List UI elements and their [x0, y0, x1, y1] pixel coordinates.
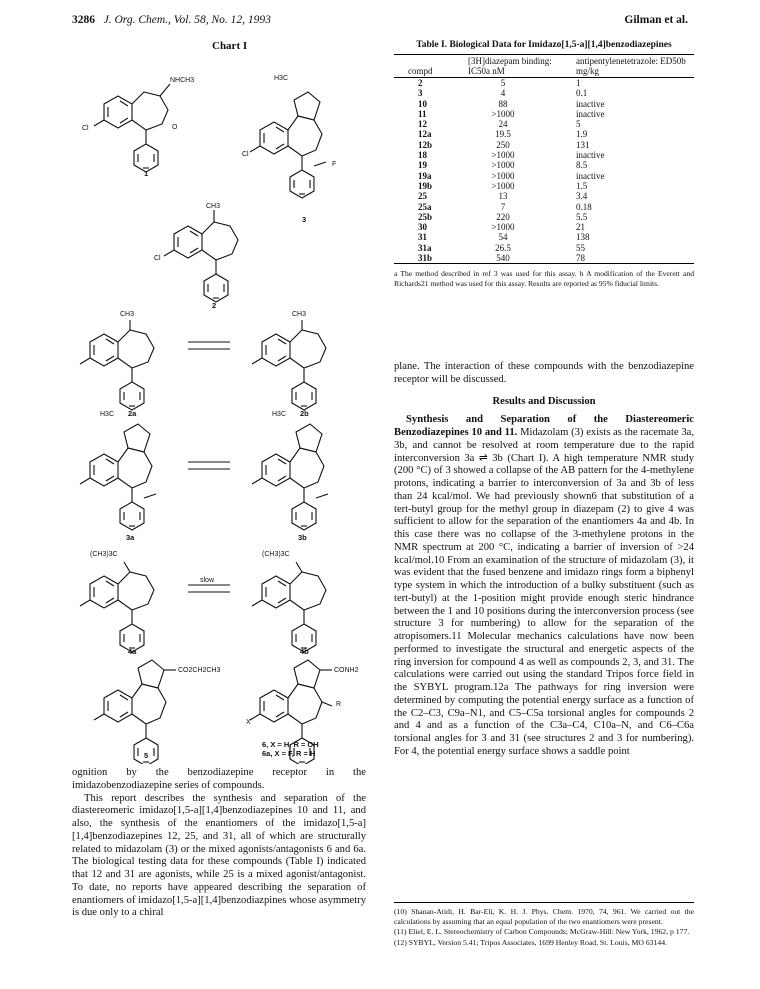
label-compound-1: 1	[144, 169, 149, 178]
chart-title: Chart I	[212, 40, 248, 52]
structure-3	[250, 92, 326, 198]
cell-compd: 31b	[394, 253, 466, 264]
svg-text:NHCH3: NHCH3	[170, 77, 195, 84]
label-compound-3b: 3b	[298, 533, 307, 542]
label-compound-6: 6, X = H, R = OH	[262, 740, 319, 749]
label-compound-5: 5	[144, 751, 149, 760]
svg-text:H3C: H3C	[100, 411, 115, 418]
svg-text:CH3: CH3	[292, 311, 307, 318]
cell-compd: 3	[418, 88, 423, 99]
label-compound-2: 2	[212, 301, 217, 310]
chemical-structures-figure	[78, 52, 378, 764]
cell-binding: >1000	[491, 170, 515, 181]
cell-compd: 11	[418, 108, 427, 119]
running-header-authors: Gilman et al.	[624, 14, 688, 26]
structure-2b	[252, 320, 326, 410]
slow-label: slow	[200, 577, 215, 584]
label-compound-3a: 3a	[126, 533, 135, 542]
label-compound-3: 3	[302, 215, 307, 224]
table-row	[394, 181, 694, 191]
table-row	[394, 88, 694, 98]
svg-text:O: O	[172, 124, 178, 131]
svg-text:(CH3)3C: (CH3)3C	[90, 551, 118, 558]
header-binding: [3H]diazepam binding: IC50a nM	[466, 55, 574, 78]
table-row	[394, 99, 694, 109]
table-row	[394, 222, 694, 232]
paragraph: This report describes the synthesis and separation of the diastereomeric imidazo[1,5-a][1,4]benzodiazepines 10 and 11, and also, the synthesis of the enantiomers of the imidazo[1,5-a][1,4]benzodiazepines 12, 25, and 31, all of which are structurally related to midazolam (3) or the mixed agonists/antagonists 6 and 6a. The biological testing data for these compounds (Table I) indicated that 12 and 31 are agonists, while 25 is a mixed agonist/antagonist. To date, no reports have appeared describing the separation of enantiomers of imidazo[1,5-a][1,4]benzodiazpines whose asymmetry is due only to a chiral	[72, 792, 366, 919]
cell-binding: 4	[500, 88, 506, 99]
footnote-12: (12) SYBYL, Version 5.41; Tripos Associates, 1699 Henley Road, St. Louis, MO 63144.	[394, 937, 667, 947]
cell-ed50: inactive	[576, 108, 605, 119]
structure-4a	[80, 562, 154, 652]
cell-ed50: inactive	[576, 150, 605, 161]
cell-ed50: inactive	[576, 98, 605, 109]
cell-compd: 10	[418, 98, 427, 109]
cell-ed50: 8.5	[576, 160, 588, 171]
cell-compd: 19	[418, 160, 427, 171]
table-row	[394, 129, 694, 139]
svg-text:H3C: H3C	[274, 75, 289, 82]
run-in-heading: Synthesis and Separation of the Diastereomeric Benzodiazepines 10 and 11.	[394, 414, 694, 438]
structure-3a	[80, 424, 156, 530]
svg-text:CO2CH2CH3: CO2CH2CH3	[178, 667, 221, 674]
table-row	[394, 212, 694, 222]
cell-ed50: 138	[576, 232, 590, 243]
cell-binding: 540	[466, 253, 574, 264]
svg-text:CH3: CH3	[206, 203, 221, 210]
svg-text:H3C: H3C	[272, 411, 287, 418]
cell-binding: 19.5	[495, 129, 511, 140]
table-row	[394, 171, 694, 181]
svg-text:Cl: Cl	[154, 255, 161, 262]
footnote-10: (10) Shanan-Atidi, H. Bar-Eli, K. H. J. Phys. Chem. 1970, 74, 961. We carried out the calculations by assuming that an equal population of the two enantiomers were present.	[394, 907, 694, 926]
cell-compd: 30	[418, 222, 427, 233]
label-compound-4b: 4b	[300, 647, 309, 656]
cell-compd: 31	[418, 232, 427, 243]
cell-compd: 2	[418, 78, 423, 88]
structure-5	[94, 660, 176, 764]
cell-binding: 13	[498, 191, 508, 202]
section-heading: Results and Discussion	[492, 395, 596, 407]
svg-text:CH3: CH3	[120, 311, 135, 318]
structure-3b	[252, 424, 328, 530]
label-compound-4a: 4a	[128, 647, 137, 656]
table-row	[394, 150, 694, 160]
svg-text:Cl: Cl	[82, 125, 89, 132]
cell-compd: 31a	[418, 242, 432, 253]
label-compound-2b: 2b	[300, 409, 309, 418]
cell-binding: 54	[498, 232, 508, 243]
svg-text:R: R	[336, 701, 342, 708]
cell-ed50: 78	[574, 253, 694, 264]
table-footnote: a The method described in ref 3 was used for this assay. b A modification of the Everett and Richards21 method was used for this assay. Results are reported as 95% fiducial limits.	[394, 269, 694, 288]
cell-compd: 19a	[418, 170, 432, 181]
paragraph: ognition by the benzodiazepine receptor in the imidazobenzodiazepine series of compounds.	[72, 767, 366, 791]
svg-text:Cl: Cl	[242, 151, 249, 158]
header-compd: compd	[394, 55, 466, 78]
footnotes	[394, 902, 694, 948]
table-1	[394, 40, 694, 288]
svg-text:(CH3)3C: (CH3)3C	[262, 551, 290, 558]
table-row	[394, 160, 694, 170]
paragraph: Synthesis and Separation of the Diastereomeric Benzodiazepines 10 and 11. Midazolam (3) exists as the racemate 3a, 3b, and cannot be resolved at room temperature due to the rapid interconversion 3a ⇌ 3b (Chart I). A high temperature NMR study (200 °C) of 3 showed a collapse of the AB pattern for the 4-methylene protons, indicating a barrier to interconversion of 3a and 3b of less than 24 kcal/mol. We had previously shown6 that substitution of a tert-butyl group for the methyl group in diazepam (2) to give 4 was sufficient to allow for the separation of the enantiomers 4a and 4b. In this case there was no collapse of the 3-methylene protons in the NMR spectrum at 200 °C, indicating a barrier of inversion of >24 kcal/mol.10 From an examination of the structure of midazolam (3), it was evident that the fused benzene and imidazo rings form a biphenyl type system in which the introduction of a bulky substituent (such as tert-butyl) at the 1-position might provide enough steric hindrance between the 1 and 10 positions during the interconversion process (see structure 3 for numbering) to allow for the separation of the atropisomers.11 Molecular mechanics calculations have now been performed to investigate the structural and energetic aspects of the ring inversion for compound 4 as well as compounds 2, 3, and 31. The calculations were carried out using the standard Tripos force field in the SYBYL program.12a The pathways for ring inversion were determined by computing the potential energy surface as a function of the C2–C3, C9a–N1, and C5–C5a torsional angles for compounds 2 and 4 and as a function of the C3a–C4, C10a–N, and C6–C6a torsional angles for 3 and 31 (see structures 2 and 3 for numbering). For 4, the potential energy surface shows a saddle point	[394, 414, 694, 757]
cell-ed50: 3.4	[576, 191, 588, 202]
cell-ed50: 5	[576, 119, 581, 130]
cell-ed50: 1	[576, 78, 581, 88]
table-row	[394, 202, 694, 212]
biological-data-table	[394, 54, 694, 264]
cell-binding: >1000	[491, 160, 515, 171]
cell-binding: >1000	[491, 222, 515, 233]
table-row	[394, 191, 694, 201]
cell-compd: 12a	[418, 129, 432, 140]
structure-1	[94, 84, 170, 172]
structure-2a	[80, 320, 154, 410]
footnote-11: (11) Eliel, E. L. Stereochemistry of Carbon Compounds; McGraw-Hill: New York, 1962, p 177.	[394, 927, 690, 936]
cell-binding: 24	[498, 119, 508, 130]
page-number: 3286	[72, 14, 95, 26]
table-row	[394, 232, 694, 242]
table-row	[394, 243, 694, 253]
cell-compd: 12b	[418, 139, 433, 150]
label-compound-6a: 6a, X = F, R = H	[262, 749, 316, 758]
paragraph: plane. The interaction of these compounds with the benzodiazepine receptor will be discussed.	[394, 361, 694, 385]
structure-2	[164, 210, 238, 302]
cell-ed50: 21	[576, 222, 585, 233]
cell-binding: 250	[496, 139, 510, 150]
table-row	[394, 253, 694, 264]
cell-binding: 88	[498, 98, 508, 109]
right-text-column	[394, 361, 694, 759]
table-row	[394, 119, 694, 129]
label-compound-2a: 2a	[128, 409, 137, 418]
table-row	[394, 140, 694, 150]
cell-ed50: 5.5	[576, 211, 588, 222]
running-header-left	[72, 14, 271, 26]
cell-ed50: 1.9	[576, 129, 588, 140]
cell-ed50: 55	[576, 242, 585, 253]
cell-binding: >1000	[491, 108, 515, 119]
cell-ed50: inactive	[576, 170, 605, 181]
cell-compd: 25a	[418, 201, 432, 212]
table-row	[394, 78, 694, 89]
cell-binding: 5	[500, 78, 506, 88]
cell-compd: 18	[418, 150, 427, 161]
left-text-column	[72, 767, 366, 920]
cell-binding: 220	[496, 211, 510, 222]
cell-compd: 12	[418, 119, 427, 130]
cell-ed50: 1.5	[576, 180, 588, 191]
structure-6-caption	[262, 740, 319, 758]
cell-ed50: 0.18	[576, 201, 592, 212]
header-ed50: antipentylenetetrazole: ED50b mg/kg	[574, 55, 694, 78]
cell-compd: 25	[418, 191, 427, 202]
table-title: Table I. Biological Data for Imidazo[1,5-a][1,4]benzodiazepines	[416, 40, 672, 50]
cell-binding: >1000	[491, 150, 515, 161]
journal-citation: J. Org. Chem., Vol. 58, No. 12, 1993	[103, 14, 271, 26]
cell-binding: 7	[500, 201, 506, 212]
svg-text:X: X	[246, 719, 251, 726]
table-row	[394, 109, 694, 119]
svg-text:F: F	[332, 161, 337, 168]
cell-compd: 19b	[418, 180, 433, 191]
cell-compd: 25b	[418, 211, 433, 222]
cell-ed50: 131	[576, 139, 590, 150]
structure-4b	[252, 562, 326, 652]
cell-ed50: 0.1	[576, 88, 588, 99]
cell-binding: 26.5	[495, 242, 511, 253]
cell-binding: >1000	[491, 180, 515, 191]
svg-text:CONH2: CONH2	[334, 667, 359, 674]
